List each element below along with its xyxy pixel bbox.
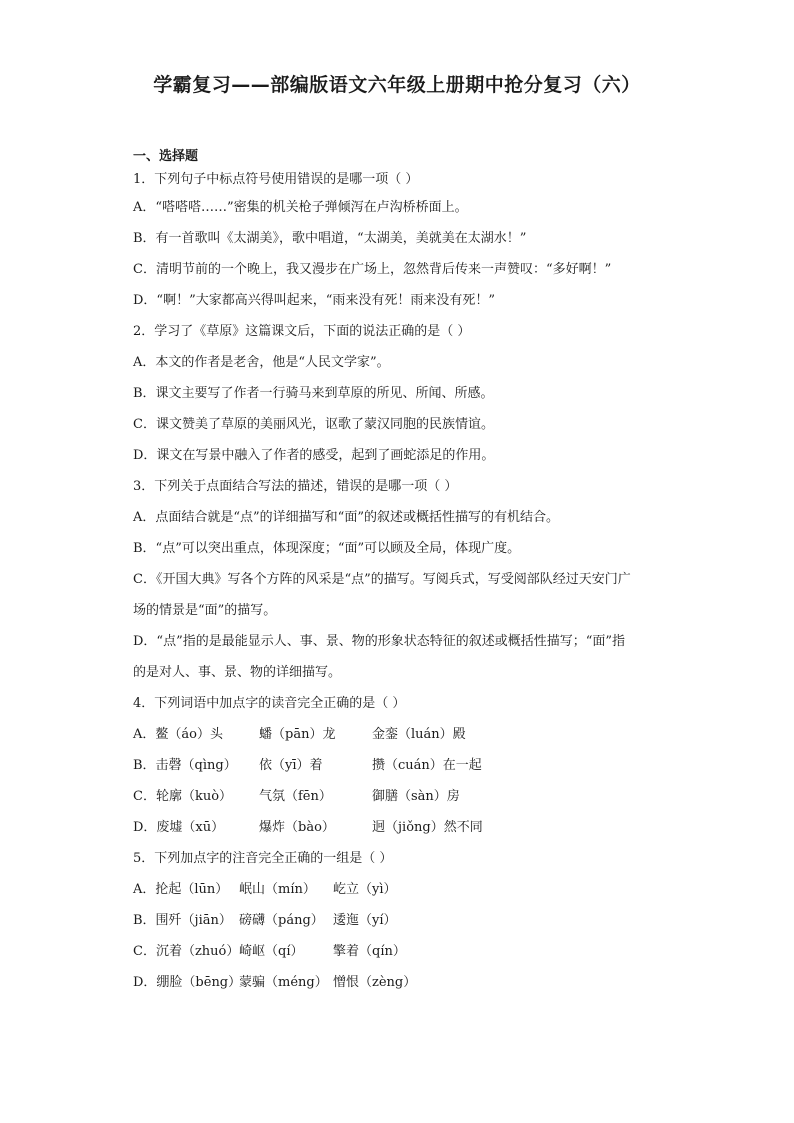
option-part: A．抡起（lūn）	[133, 882, 229, 897]
question-3-stem: 3．下列关于点面结合写法的描述，错误的是哪一项（ ）	[133, 479, 458, 494]
question-content	[133, 146, 673, 998]
option-part: D．绷脸（bēng）	[133, 975, 242, 990]
option-part: B．击磬（qìng）	[133, 758, 237, 773]
option-part: A．鳌（áo）头	[133, 727, 223, 742]
question-3-option-d: D．“点”指的是最能显示人、事、景、物的形象状态特征的叙述或概括性描写；“面”指	[133, 634, 626, 649]
page-title: 学霸复习——部编版语文六年级上册期中抢分复习（六）	[153, 74, 641, 96]
option-part: 金銮（luán）殿	[372, 727, 466, 742]
option-part: 蒙骗（méng）	[239, 975, 328, 990]
option-part: C．轮廓（kuò）	[133, 789, 233, 804]
question-4-stem: 4．下列词语中加点字的读音完全正确的是（ ）	[133, 696, 406, 711]
option-part: 岷山（mín）	[239, 882, 316, 897]
question-5-option-c	[133, 936, 673, 967]
question-3-option-d-continued: 的是对人、事、景、物的详细描写。	[133, 665, 342, 680]
option-part: 磅礴（páng）	[239, 913, 324, 928]
question-3-option-a: A．点面结合就是“点”的详细描写和“面”的叙述或概括性描写的有机结合。	[133, 510, 559, 525]
question-3-option-c-continued: 场的情景是“面”的描写。	[133, 603, 277, 618]
option-part: B．围歼（jiān）	[133, 913, 232, 928]
question-1-option-d: D．“啊！”大家都高兴得叫起来，“雨来没有死！雨来没有死！”	[133, 293, 496, 308]
question-4-option-b	[133, 750, 673, 781]
option-part: 逶迤（yí）	[333, 913, 397, 928]
question-2-option-a: A．本文的作者是老舍，他是“人民文学家”。	[133, 355, 390, 370]
option-part: 崎岖（qí）	[239, 944, 304, 959]
question-2-stem: 2．学习了《草原》这篇课文后，下面的说法正确的是（ ）	[133, 324, 471, 339]
option-part: 爆炸（bào）	[259, 820, 335, 835]
option-part: 屹立（yì）	[333, 882, 397, 897]
question-1-option-c: C．清明节前的一个晚上，我又漫步在广场上，忽然背后传来一声赞叹：“多好啊！”	[133, 262, 612, 277]
question-4-option-a	[133, 719, 673, 750]
question-4-option-c	[133, 781, 673, 812]
question-4-option-d	[133, 812, 673, 843]
question-5-option-d	[133, 967, 673, 998]
option-part: 憎恨（zèng）	[333, 975, 417, 990]
option-part: C．沉着（zhuó）	[133, 944, 240, 959]
question-5-stem: 5．下列加点字的注音完全正确的一组是（ ）	[133, 851, 393, 866]
option-part: 依（yī）着	[259, 758, 323, 773]
question-5-option-a	[133, 874, 673, 905]
question-3-option-c: C．《开国大典》写各个方阵的风采是“点”的描写。写阅兵式，写受阅部队经过天安门广	[133, 572, 631, 587]
question-1-stem: 1．下列句子中标点符号使用错误的是哪一项（ ）	[133, 172, 419, 187]
option-part: 气氛（fēn）	[259, 789, 332, 804]
question-2-option-d: D．课文在写景中融入了作者的感受，起到了画蛇添足的作用。	[133, 448, 495, 463]
option-part: 御膳（sàn）房	[372, 789, 460, 804]
question-3-option-b: B．“点”可以突出重点，体现深度；“面”可以顾及全局，体现广度。	[133, 541, 521, 556]
question-1-option-b: B．有一首歌叫《太湖美》，歌中唱道，“太湖美，美就美在太湖水！”	[133, 231, 527, 246]
question-5-option-b	[133, 905, 673, 936]
question-1-option-a: A．“嗒嗒嗒……”密集的机关枪子弹倾泻在卢沟桥桥面上。	[133, 200, 468, 215]
question-2-option-b: B．课文主要写了作者一行骑马来到草原的所见、所闻、所感。	[133, 386, 494, 401]
section-heading: 一、选择题	[133, 149, 199, 164]
option-part: 蟠（pān）龙	[259, 727, 336, 742]
option-part: 擎着（qín）	[333, 944, 406, 959]
option-part: 迥（jiǒng）然不同	[372, 820, 483, 835]
option-part: D．废墟（xū）	[133, 820, 225, 835]
option-part: 攒（cuán）在一起	[372, 758, 482, 773]
question-2-option-c: C．课文赞美了草原的美丽风光，讴歌了蒙汉同胞的民族情谊。	[133, 417, 494, 432]
